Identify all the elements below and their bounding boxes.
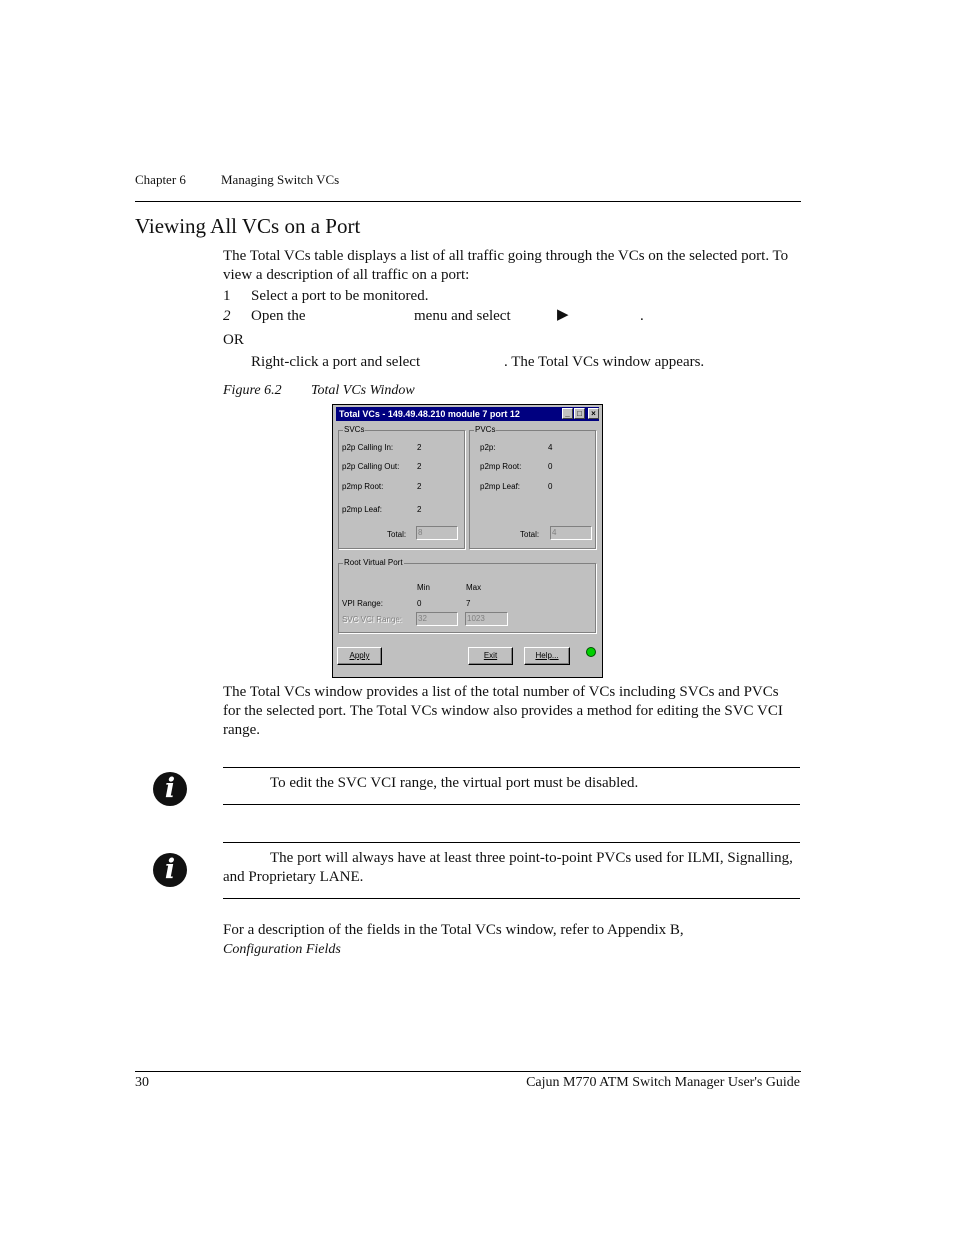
svc-total-field: 8	[416, 526, 458, 540]
pvc-p2mp-root-value: 0	[548, 462, 553, 471]
alt-step-text-b: . The Total VCs window appears.	[504, 354, 705, 370]
pvc-p2p-label: p2p:	[480, 443, 496, 452]
pvcs-group	[469, 425, 596, 549]
help-button[interactable]: Help...	[524, 647, 570, 665]
note-2-top-rule	[223, 842, 800, 843]
exit-button[interactable]: Exit	[468, 647, 513, 665]
section-label: Managing Switch VCs	[221, 172, 340, 187]
svc-p2mp-leaf-label: p2mp Leaf:	[342, 505, 383, 514]
pvc-p2mp-root-label: p2mp Root:	[480, 462, 522, 471]
dialog-title: Total VCs - 149.49.48.210 module 7 port 12	[339, 409, 520, 419]
chapter-label: Chapter 6	[135, 172, 186, 187]
alt-step-text-a: Right-click a port and select	[251, 354, 421, 370]
reference-link: Configuration Fields	[223, 942, 341, 957]
note-1-text: To edit the SVC VCI range, the virtual port must be disabled.	[270, 775, 639, 791]
note-2-bottom-rule	[223, 898, 800, 899]
svc-p2p-calling-out-value: 2	[417, 462, 422, 471]
info-icon: i	[153, 772, 187, 806]
note-1-bottom-rule	[223, 804, 800, 805]
description-paragraph: The Total VCs window provides a list of the total number of VCs including SVCs and PVCs for the selected port. The Total VCs window also provides a method for editing the SVC VCI range.	[223, 684, 783, 738]
vpi-min-value: 0	[417, 599, 422, 608]
pvc-total-label: Total:	[520, 530, 540, 539]
svc-p2mp-root-value: 2	[417, 482, 422, 491]
svc-vci-range-label: SVC VCI Range:	[342, 615, 403, 624]
section-title: Viewing All VCs on a Port	[135, 214, 361, 238]
svcs-group-label: SVCs	[344, 425, 365, 434]
svc-p2p-calling-in-label: p2p Calling In:	[342, 443, 394, 452]
note-1-top-rule	[223, 767, 800, 768]
figure-caption: Total VCs Window	[311, 383, 415, 398]
close-icon[interactable]: ×	[588, 408, 599, 419]
svc-p2p-calling-out-label: p2p Calling Out:	[342, 462, 400, 471]
pvc-p2p-value: 4	[548, 443, 553, 452]
reference-text: For a description of the fields in the Total VCs window, refer to Appendix B,	[223, 922, 684, 938]
max-header: Max	[466, 583, 482, 592]
step-1-number: 1	[223, 288, 231, 304]
vci-min-field[interactable]: 32	[416, 612, 458, 626]
minimize-icon[interactable]: _	[562, 408, 573, 419]
dialog-title-bar	[336, 407, 599, 421]
min-header: Min	[417, 583, 430, 592]
total-vcs-dialog	[332, 404, 603, 678]
intro-paragraph: The Total VCs table displays a list of all traffic going through the VCs on the selected port. To view a description of all traffic on a port:	[223, 248, 789, 283]
menu-arrow-icon: ▶	[557, 307, 569, 323]
status-led-icon	[586, 647, 596, 657]
or-label: OR	[223, 332, 244, 348]
svc-total-label: Total:	[387, 530, 407, 539]
step-2-text-a: Open the	[251, 308, 306, 324]
pvc-total-field: 4	[550, 526, 592, 540]
apply-button[interactable]: Apply	[337, 647, 382, 665]
pvcs-group-label: PVCs	[475, 425, 496, 434]
step-1-text: Select a port to be monitored.	[251, 288, 429, 304]
vci-max-field[interactable]: 1023	[465, 612, 508, 626]
svc-p2p-calling-in-value: 2	[417, 443, 422, 452]
info-icon: i	[153, 853, 187, 887]
figure-number: Figure 6.2	[223, 383, 282, 398]
note-2-text: The port will always have at least three point-to-point PVCs used for ILMI, Signalling, and Proprietary LANE.	[223, 850, 793, 885]
root-virtual-port-group	[338, 558, 596, 633]
pvc-p2mp-leaf-value: 0	[548, 482, 553, 491]
svc-p2mp-leaf-value: 2	[417, 505, 422, 514]
svcs-group	[338, 425, 465, 549]
header-rule	[135, 201, 801, 202]
step-2-text-b: menu and select	[414, 308, 511, 324]
book-title: Cajun M770 ATM Switch Manager User's Guide	[526, 1075, 800, 1090]
page-number: 30	[135, 1075, 149, 1090]
step-2-text-c: .	[640, 308, 644, 324]
vpi-max-value: 7	[466, 599, 471, 608]
vpi-range-label: VPI Range:	[342, 599, 383, 608]
footer-rule	[135, 1071, 801, 1072]
pvc-p2mp-leaf-label: p2mp Leaf:	[480, 482, 521, 491]
svc-p2mp-root-label: p2mp Root:	[342, 482, 384, 491]
maximize-icon[interactable]: □	[574, 408, 585, 419]
step-2-number: 2	[223, 308, 231, 324]
root-virtual-port-label: Root Virtual Port	[344, 558, 403, 567]
